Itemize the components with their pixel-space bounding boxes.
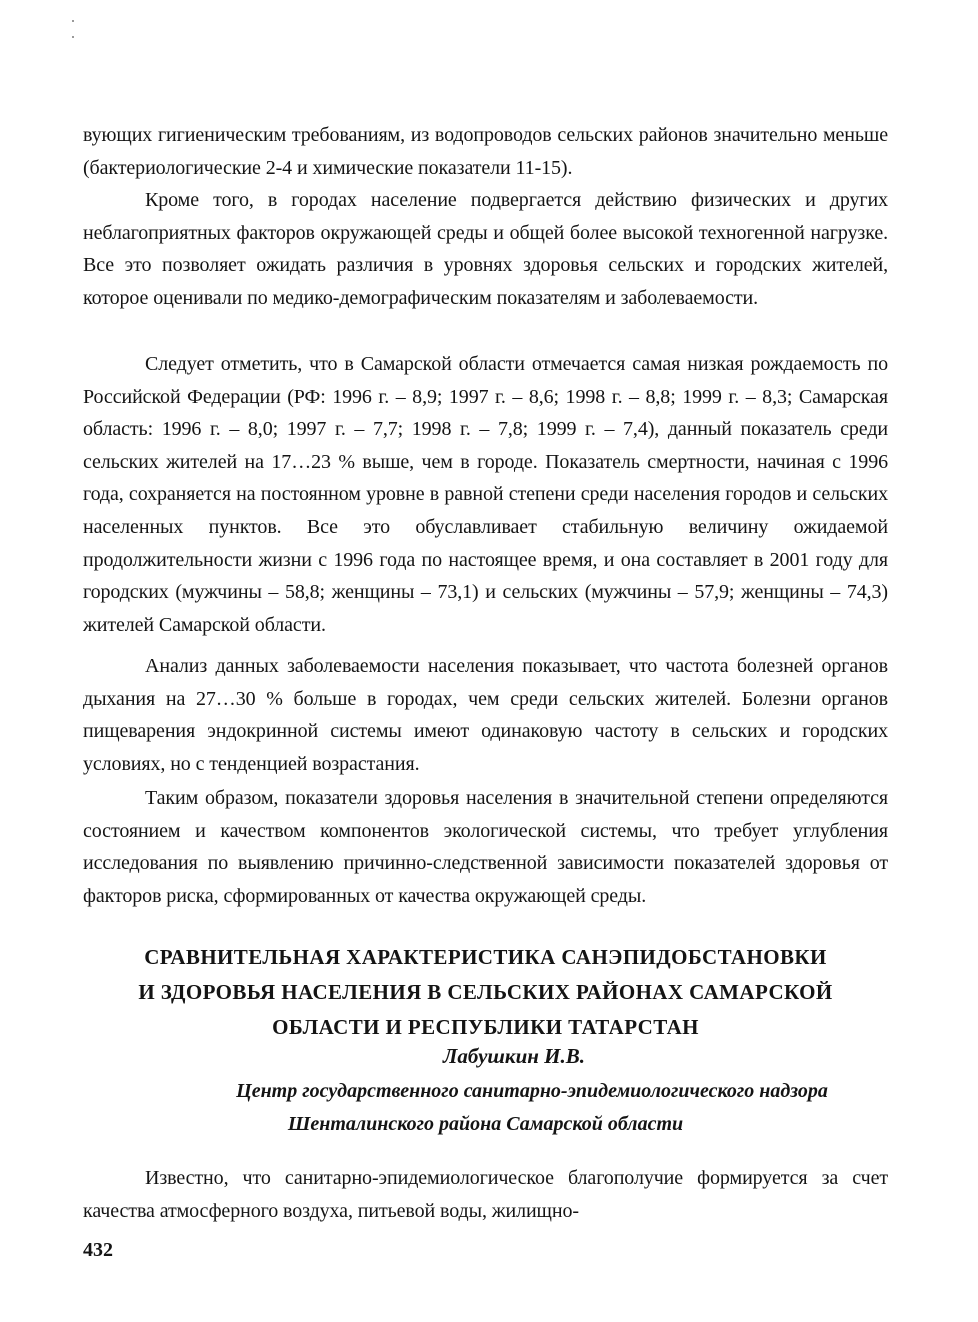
paragraph-morbidity-analysis: Анализ данных заболеваемости населения показывает, что частота болезней органов дыхания на 27…30 % больше в городах, чем среди сельских жителей. Болезни органов пищеварения эндокринной системы имеют одинаковую частоту в сельских и городских условиях, но с тенденцией возрастания. [83, 655, 888, 775]
document-page [83, 0, 888, 1322]
article-title [83, 940, 888, 1045]
paragraph-continuation: вующих гигиеническим требованиям, из водопроводов сельских районов значительно меньше (бактериологические 2-4 и химические показатели 11-15). [83, 124, 888, 179]
affiliation-line-1: Центр государственного санитарно-эпидемиологического надзора [236, 1080, 828, 1102]
article-title-line-3: ОБЛАСТИ И РЕСПУБЛИКИ ТАТАРСТАН [272, 1015, 699, 1039]
paragraph-article-intro: Известно, что санитарно-эпидемиологическое благополучие формируется за счет качества атмосферного воздуха, питьевой воды, жилищно- [83, 1167, 888, 1222]
affiliation-line-2: Шенталинского района Самарской области [287, 1113, 684, 1135]
paragraph-conclusion: Таким образом, показатели здоровья населения в значительной степени определяются состоянием и качеством компонентов экологической системы, что требует углубления исследования по выявлению причинно-следственной зависимости показателей здоровья от факторов риска, сформированных от качества окружающей среды. [83, 787, 888, 907]
article-title-line-2: И ЗДОРОВЬЯ НАСЕЛЕНИЯ В СЕЛЬСКИХ РАЙОНАХ САМАРСКОЙ [138, 980, 833, 1004]
article-affiliation [83, 1075, 888, 1141]
scan-speck [72, 36, 74, 38]
article-title-line-1: СРАВНИТЕЛЬНАЯ ХАРАКТЕРИСТИКА САНЭПИДОБСТАНОВКИ [144, 945, 827, 969]
paragraph-urban-factors: Кроме того, в городах население подвергается действию физических и других неблагоприятных факторов окружающей среды и общей более высокой техногенной нагрузке. Все это позволяет ожидать различия в уровнях здоровья сельских и городских жителей, которое оценивали по медико-демографическим показателям и заболеваемости. [83, 189, 888, 309]
page-number: 432 [83, 1239, 113, 1261]
paragraph-birth-rate: Следует отметить, что в Самарской области отмечается самая низкая рождаемость по Российской Федерации (РФ: 1996 г. – 8,9; 1997 г. – 8,6; 1998 г. – 8,8; 1999 г. – 8,3; Самарская область: 1996 г. – 8,0; 1997 г. – 7,7; 1998 г. – 7,8; 1999 г. – 7,4), данный показатель среди сельских жителей на 17…23 % выше, чем в городе. Показатель смертности, начиная с 1996 года, сохраняется на постоянном уровне в равной степени среди населения городов и сельских населенных пунктов. Все это обуславливает стабильную величину ожидаемой продолжительности жизни с 1996 года по настоящее время, и она составляет в 2001 году для городских (мужчины – 58,8; женщины – 73,1) и сельских (мужчины – 57,9; женщины – 74,3) жителей Самарской области. [83, 353, 888, 636]
scan-speck [72, 20, 74, 22]
article-author: Лабушкин И.В. [443, 1044, 585, 1068]
